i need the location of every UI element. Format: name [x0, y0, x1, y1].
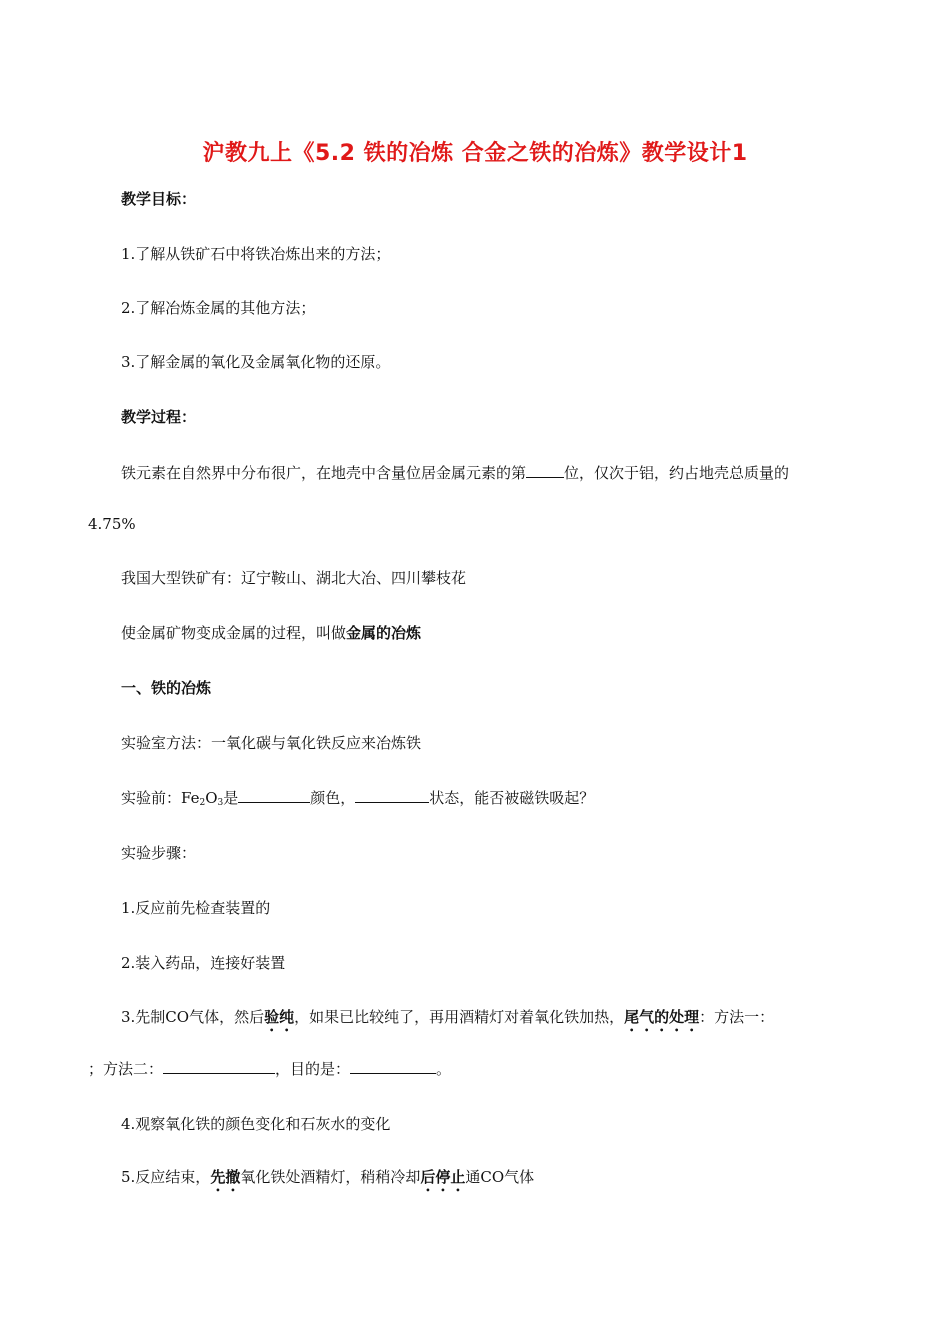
text-fragment: 通CO气体 — [465, 1168, 535, 1186]
steps-heading: 实验步骤： — [121, 844, 197, 862]
paragraph-continuation: 4.75% — [88, 515, 136, 533]
fill-blank — [163, 1059, 275, 1074]
fill-blank — [355, 788, 429, 803]
paragraph-smelting-definition — [121, 623, 421, 643]
step-item — [121, 1167, 534, 1195]
text-fragment: 实验前：Fe — [121, 789, 200, 807]
text-fragment: O — [205, 789, 218, 807]
paragraph-text: 铁元素在自然界中分布很广，在地壳中含量位居金属元素的第 — [121, 464, 527, 482]
step-item — [121, 1007, 774, 1035]
emphasis-text: 验纯 — [264, 1008, 295, 1026]
text-fragment: 。 — [436, 1060, 452, 1078]
subscript: 3 — [217, 798, 224, 808]
text-fragment: ，目的是： — [275, 1060, 351, 1078]
section-heading: 一、铁的冶炼 — [121, 679, 212, 697]
fill-blank — [238, 788, 310, 803]
paragraph-text: 使金属矿物变成金属的过程，叫做 — [121, 624, 347, 642]
text-fragment: 颜色， — [310, 789, 356, 807]
text-fragment: 是 — [223, 789, 239, 807]
lab-method: 实验室方法：一氧化碳与氧化铁反应来冶炼铁 — [121, 734, 422, 752]
text-fragment: 氧化铁处酒精灯，稍稍冷却 — [240, 1168, 421, 1186]
text-fragment: 3.先制CO气体，然后 — [121, 1008, 265, 1026]
step-item: 1.反应前先检查装置的 — [121, 899, 271, 917]
text-fragment: ，如果已比较纯了，再用酒精灯对着氧化铁加热， — [294, 1008, 625, 1026]
step-continuation — [88, 1059, 451, 1079]
step-item: 2.装入药品，连接好装置 — [121, 954, 286, 972]
key-term: 金属的冶炼 — [346, 624, 422, 642]
process-heading: 教学过程： — [121, 408, 197, 426]
objective-item: 3.了解金属的氧化及金属氧化物的还原。 — [121, 353, 391, 371]
text-fragment: ；方法二： — [88, 1060, 164, 1078]
text-fragment: ：方法一： — [699, 1008, 775, 1026]
pre-experiment-question — [121, 788, 594, 813]
emphasis-text: 后停止 — [420, 1168, 466, 1186]
objective-item: 2.了解冶炼金属的其他方法； — [121, 299, 316, 317]
paragraph-text: 位，仅次于铝，约占地壳总质量的 — [564, 464, 790, 482]
step-item: 4.观察氧化铁的颜色变化和石灰水的变化 — [121, 1115, 391, 1133]
emphasis-text: 先撤 — [210, 1168, 241, 1186]
objective-item: 1.了解从铁矿石中将铁冶炼出来的方法； — [121, 245, 391, 263]
objectives-heading: 教学目标： — [121, 190, 197, 208]
subscript: 2 — [199, 798, 206, 808]
document-title: 沪教九上《5.2 铁的冶炼 合金之铁的冶炼》教学设计1 — [202, 141, 748, 166]
paragraph-iron-abundance — [121, 463, 789, 483]
emphasis-text: 尾气的处理 — [624, 1008, 700, 1026]
fill-blank — [350, 1059, 436, 1074]
text-fragment: 5.反应结束， — [121, 1168, 211, 1186]
fill-blank — [526, 463, 564, 478]
text-fragment: 状态，能否被磁铁吸起？ — [429, 789, 595, 807]
paragraph-iron-mines: 我国大型铁矿有：辽宁鞍山、湖北大冶、四川攀枝花 — [121, 569, 467, 587]
